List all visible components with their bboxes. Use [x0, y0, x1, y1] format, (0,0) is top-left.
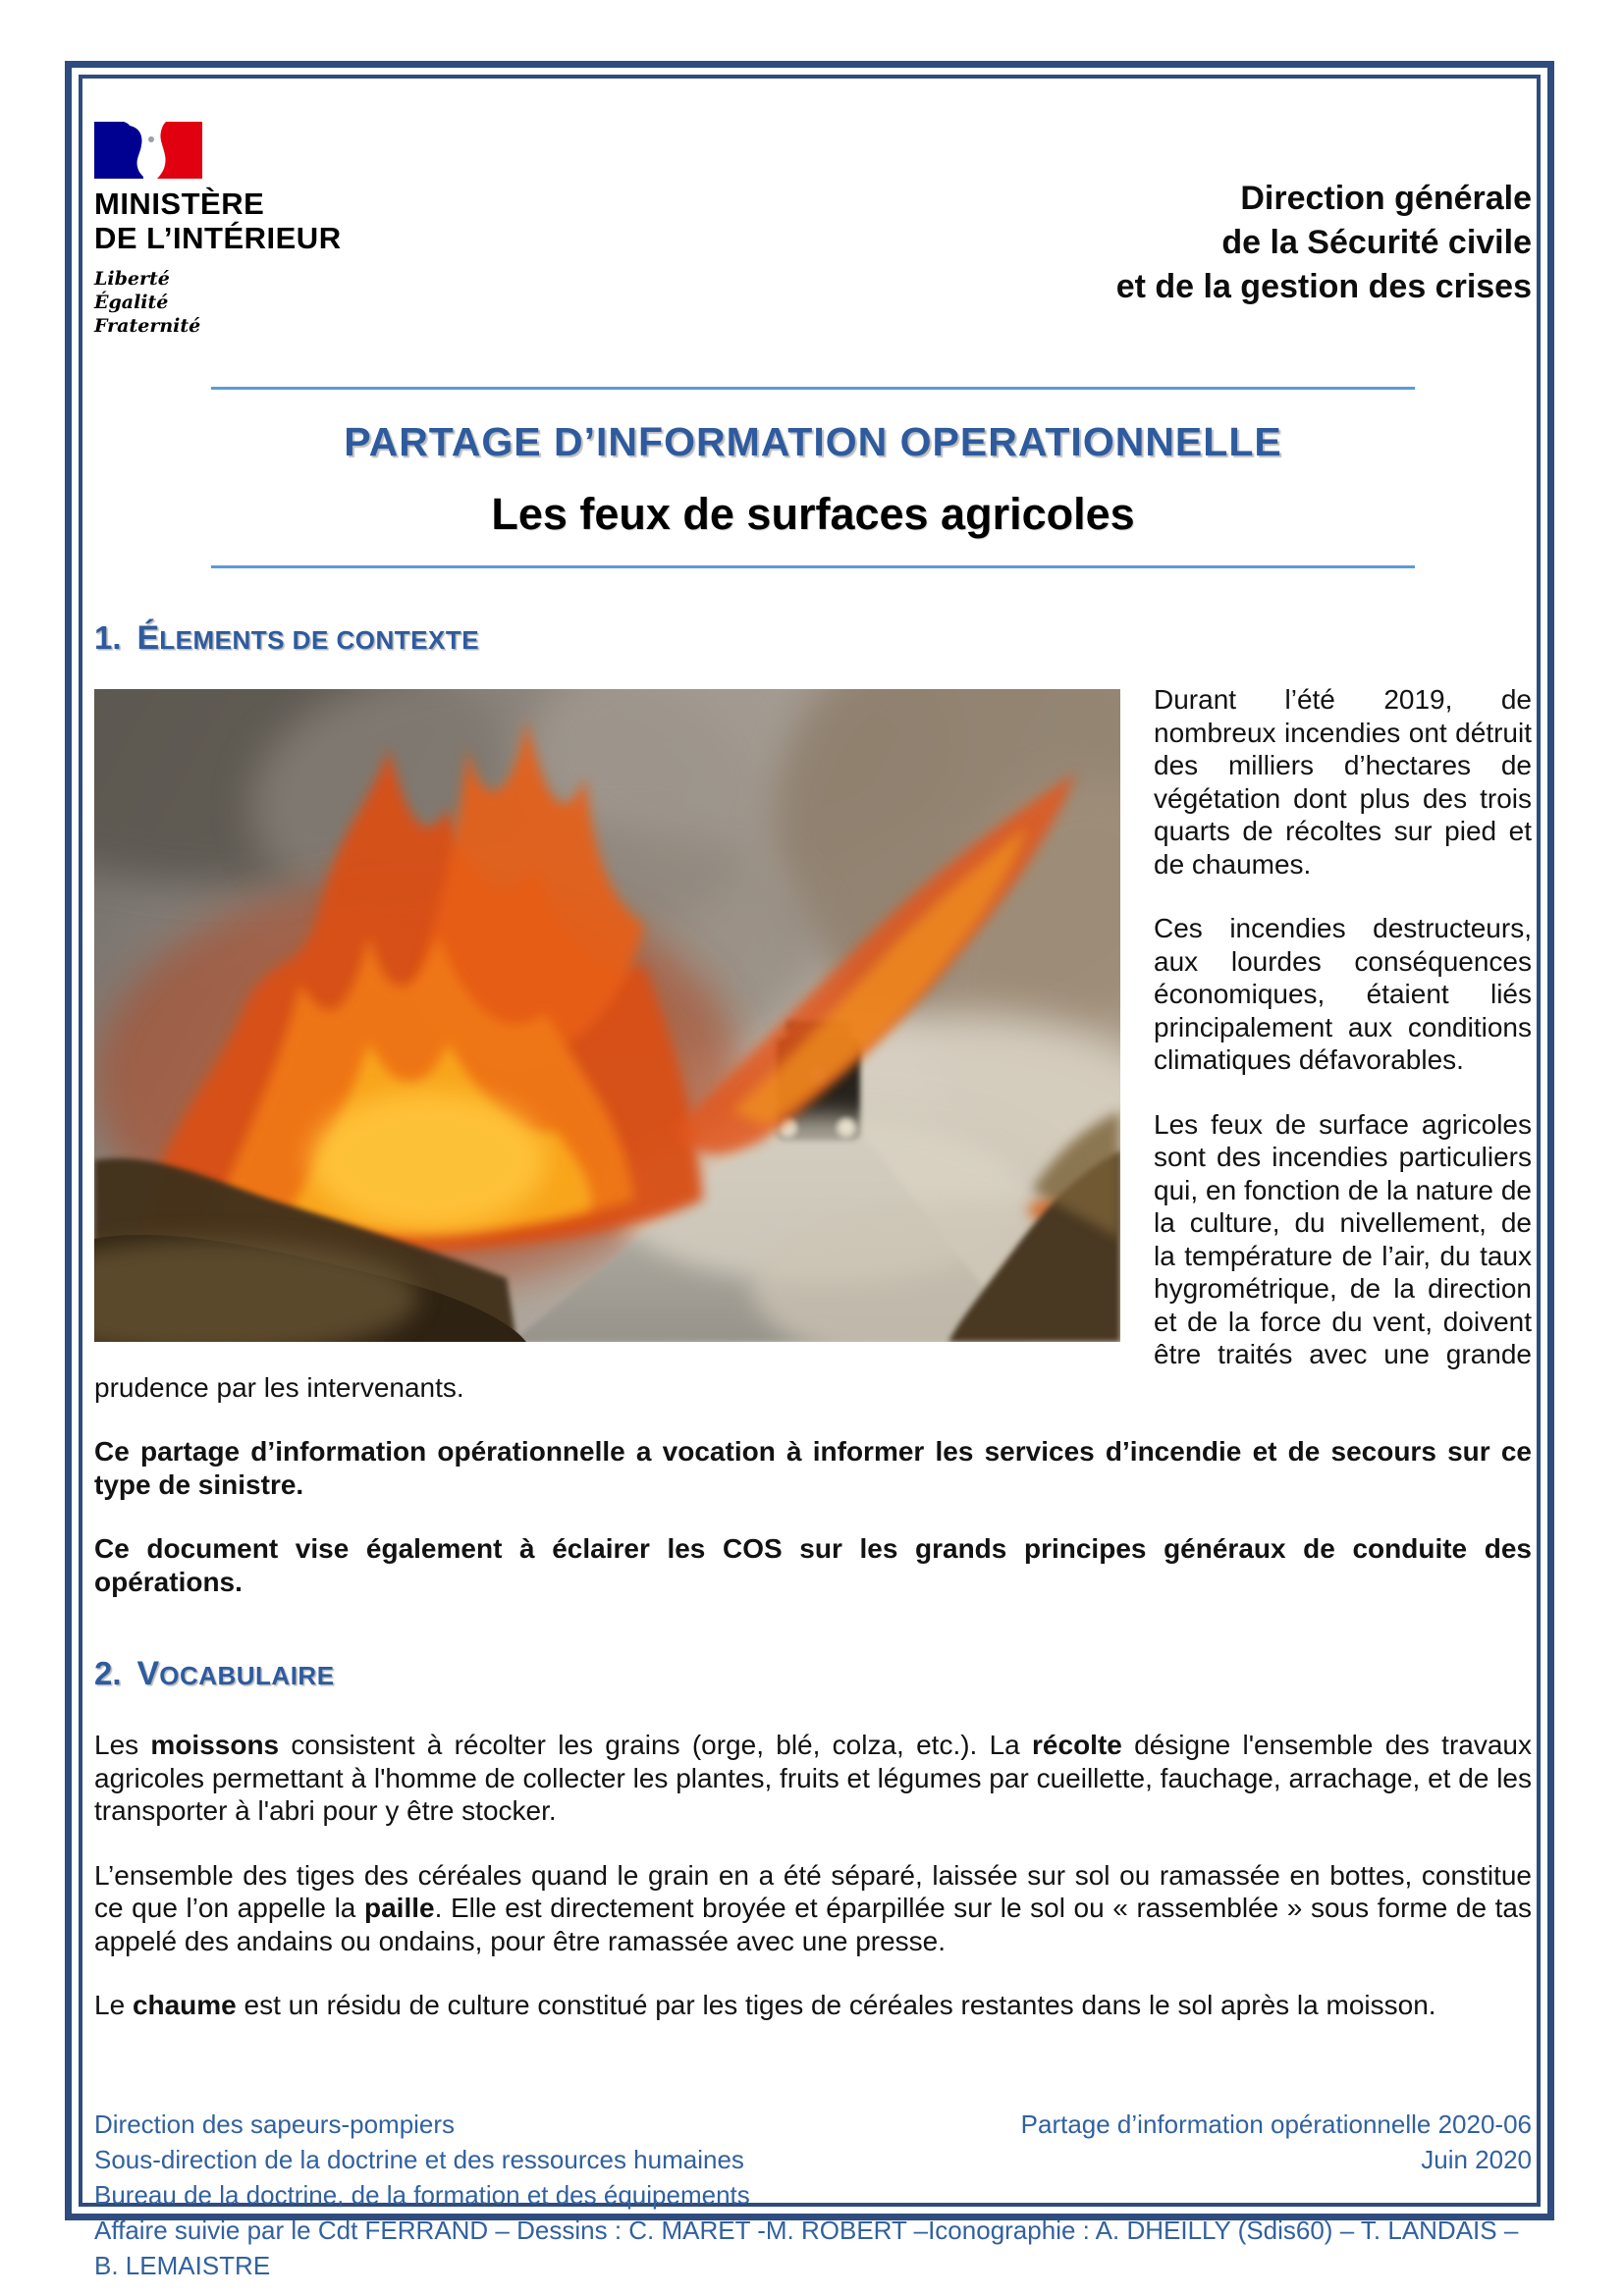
- ministry-name: [94, 187, 507, 255]
- footer-credits-line: Affaire suivie par le Cdt FERRAND – Dessins : C. MARET -M. ROBERT –Iconographie : A. DHEILLY (Sdis60) – T. LANDAIS – B. LEMAISTRE: [94, 2215, 1519, 2280]
- vocab-paragraph-2: [94, 1859, 1532, 1958]
- direction-line: Direction générale: [1240, 180, 1532, 217]
- context-bold-paragraph-1: Ce partage d’information opérationnelle a vocation à informer les services d’incendie et de secours sur ce type de sinistre.: [94, 1436, 1532, 1500]
- direction-generale-title: [1116, 177, 1532, 309]
- ministry-name-line1: MINISTÈRE: [94, 187, 265, 221]
- text-segment: L’ensemble des tiges des céréales quand le grain en a été séparé, laissée sur sol ou ramassée en bottes, constitue ce que l’on appelle la: [94, 1859, 1532, 1923]
- header: [94, 122, 1532, 338]
- text-segment: Les: [94, 1730, 151, 1760]
- footer-right-block: [1021, 2107, 1532, 2177]
- context-paragraph-3: Les feux de surface agricoles sont des incendies particuliers qui, en fonction de la nature de la culture, du nivellement, de la température de l’air, du taux hygrométrique, de la direction et de la force du vent, doivent être traités avec une grande prudence par les intervenants.: [94, 1108, 1532, 1403]
- title-rule-bottom: [211, 565, 1415, 568]
- section-heading-vocabulaire: [94, 1655, 1532, 1693]
- term-chaume: chaume: [132, 1990, 237, 2020]
- ministry-logo-block: [94, 122, 507, 338]
- ministry-name-line2: DE L’INTÉRIEUR: [94, 221, 342, 255]
- vocab-paragraph-3: [94, 1989, 1532, 2022]
- document-title: PARTAGE D’INFORMATION OPERATIONNELLE: [344, 419, 1282, 464]
- term-recolte: récolte: [1032, 1730, 1122, 1760]
- document-subtitle: Les feux de surfaces agricoles: [491, 489, 1135, 539]
- section-initial: V: [136, 1655, 160, 1692]
- text-segment: désigne l'ensemble des travaux agricoles permettant à l'homme de collecter les plantes, fruits et légumes par cueillette, fauchage, arrachage, et de les transporter à l'abri pour y être stocker.: [94, 1730, 1532, 1826]
- direction-line: et de la gestion des crises: [1115, 268, 1532, 305]
- section-initial: É: [136, 619, 160, 657]
- fire-illustration: [94, 689, 1120, 1342]
- section-number: 1.: [94, 619, 122, 656]
- title-rule-top: [211, 387, 1415, 390]
- page-content: [94, 94, 1532, 2283]
- motto-line: Liberté: [94, 268, 170, 290]
- term-moissons: moissons: [150, 1730, 280, 1760]
- footer-date: Juin 2020: [1421, 2144, 1532, 2174]
- text-segment: Le: [94, 1990, 133, 2020]
- section-title-text: LEMENTS DE CONTEXTE: [159, 625, 480, 655]
- context-paragraph-2: Ces incendies destructeurs, aux lourdes conséquences économiques, étaient liés principalement aux conditions climatiques défavorables.: [1154, 913, 1532, 1075]
- footer-line: Bureau de la doctrine, de la formation et des équipements: [94, 2179, 750, 2210]
- section-number: 2.: [94, 1655, 122, 1691]
- field-fire-photo: [94, 689, 1120, 1342]
- text-segment: est un résidu de culture constitué par les tiges de céréales restantes dans le sol après la moisson.: [236, 1990, 1436, 2020]
- motto-line: Égalité: [94, 292, 169, 313]
- footer-line: Direction des sapeurs-pompiers: [94, 2109, 456, 2139]
- direction-line: de la Sécurité civile: [1221, 224, 1532, 261]
- section-heading-contexte: [94, 619, 1532, 658]
- french-flag-marianne-icon: [94, 122, 214, 179]
- context-bold-paragraph-2: Ce document vise également à éclairer les COS sur les grands principes généraux de conduite des opérations.: [94, 1533, 1532, 1597]
- motto-line: Fraternité: [94, 315, 201, 337]
- footer: [94, 2107, 1532, 2283]
- text-segment: . Elle est directement broyée et éparpillée sur le sol ou « rassemblée » sous forme de tas appelé des andains ou ondains, pour être ramassée avec une presse.: [94, 1893, 1532, 1956]
- title-block: [94, 387, 1532, 568]
- ministry-motto: [94, 267, 507, 338]
- context-section: [94, 683, 1532, 1629]
- footer-line: Sous-direction de la doctrine et des ressources humaines: [94, 2144, 744, 2174]
- footer-reference: Partage d’information opérationnelle 2020-06: [1020, 2109, 1532, 2139]
- context-paragraph-1: Durant l’été 2019, de nombreux incendies ont détruit des milliers d’hectares de végétation dont plus des trois quarts de récoltes sur pied et de chaumes.: [1154, 684, 1532, 880]
- vocab-paragraph-1: [94, 1729, 1532, 1828]
- text-segment: consistent à récolter les grains (orge, blé, colza, etc.). La: [279, 1730, 1033, 1760]
- section-title-text: OCABULAIRE: [159, 1661, 335, 1690]
- term-paille: paille: [363, 1893, 435, 1923]
